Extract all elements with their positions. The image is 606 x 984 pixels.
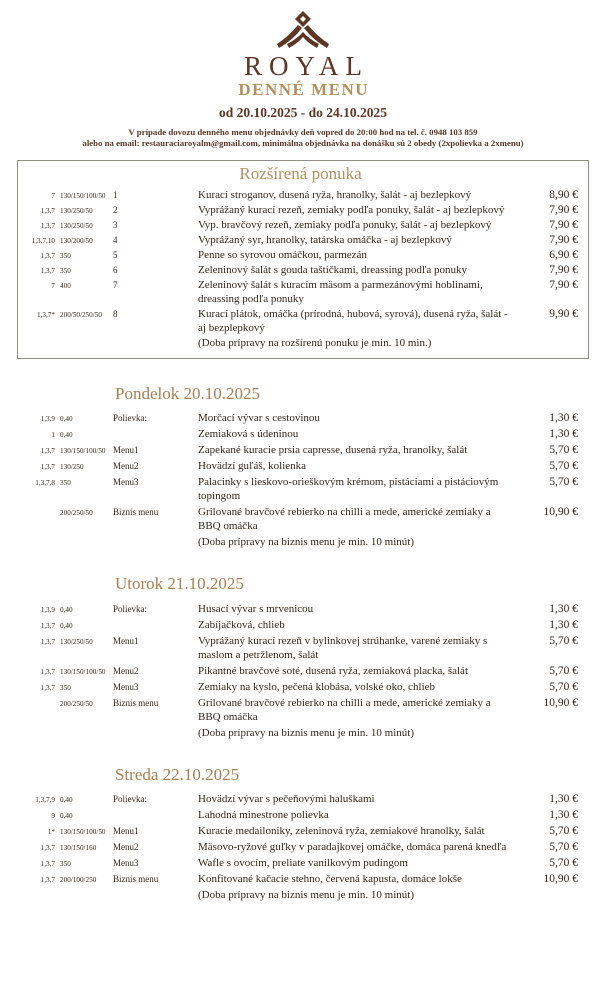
dish-description: Morčací vývar s cestovinou — [198, 412, 320, 425]
price-cell: 10,90 € — [543, 506, 578, 519]
course-label-cell — [113, 808, 193, 810]
menu-row — [17, 808, 578, 822]
weight-cell: 130/250/50 — [60, 221, 93, 230]
dish-description: Penne so syrovou omáčkou, parmezán — [198, 248, 367, 261]
menu-row — [17, 634, 578, 662]
price-cell: 5,70 € — [549, 634, 578, 647]
item-number-cell: 2 — [113, 204, 118, 215]
course-label-cell: Biznis menu — [113, 873, 159, 884]
price-cell: 7,90 € — [549, 263, 578, 276]
allergens-cell: 1,3,9 — [40, 415, 55, 424]
weight-cell: 130/250/50 — [60, 637, 93, 646]
ordering-info-line2: alebo na email: restauraciaroyalm@gmail.com, minimálna objednávka na donášku sú 2 obedy (2xpolievka a 2xmenu) — [82, 138, 524, 149]
ordering-info — [0, 127, 606, 150]
day-heading: Streda 22.10.2025 — [115, 764, 240, 784]
weight-cell — [60, 336, 108, 339]
course-label-cell — [113, 726, 193, 728]
price-cell: 7,90 € — [549, 203, 578, 216]
menu-row — [17, 872, 578, 886]
menu-row — [23, 188, 578, 202]
menu-row — [23, 263, 578, 277]
allergens-cell: 1,3,7 — [40, 463, 55, 472]
weight-cell: 350 — [60, 266, 71, 275]
dish-description: Zapekané kuracie prsia capresse, dusená ryža, hranolky, šalát — [198, 444, 468, 457]
menu-row — [17, 459, 578, 473]
brand-title: ROYAL — [243, 51, 369, 81]
dish-description: Vyprážaný syr, hranolky, tatárska omáčka - aj bezlepkový — [198, 233, 452, 246]
course-label-cell: Menu3 — [113, 681, 139, 692]
menu-row — [17, 696, 578, 724]
course-label-cell: Menu1 — [113, 445, 139, 456]
allergens-cell: 1,3,7 — [40, 447, 55, 456]
price-cell: 1,30 € — [549, 808, 578, 821]
dish-description: Zeleninový šalát s kuracím mäsom a parmezánovými hoblinami, dreassing podľa ponuky — [198, 278, 483, 305]
weight-cell: 130/250 — [60, 463, 84, 472]
allergens-cell — [17, 505, 55, 508]
day-items — [17, 411, 578, 549]
price-cell: 10,90 € — [543, 696, 578, 709]
weight-cell: 0,40 — [60, 431, 73, 440]
dish-description: Kurací stroganov, dusená ryža, hranolky, šalát - aj bezlepkový — [198, 188, 472, 201]
menu-header — [0, 10, 606, 149]
course-label-cell — [113, 888, 193, 890]
allergens-cell — [17, 726, 55, 729]
dish-description: Vyp. bravčový rezeň, zemiaky podľa ponuky, šalát - aj bezlepkový — [198, 218, 492, 231]
weight-cell: 130/250/50 — [60, 206, 93, 215]
dish-description: Pikantné bravčové soté, dusená ryža, zemiaková placka, šalát — [198, 664, 468, 677]
allergens-cell: 1 — [51, 431, 55, 440]
day-items — [17, 602, 578, 740]
allergens-cell: 1,3,7 — [40, 251, 55, 260]
dish-description: Zabíjačková, chlieb — [198, 618, 285, 631]
price-cell: 8,90 € — [549, 188, 578, 201]
allergens-cell: 1,3,7,9 — [35, 795, 55, 804]
weight-cell: 350 — [60, 251, 71, 260]
course-label-cell: Menu2 — [113, 461, 139, 472]
dish-description: (Doba prípravy na biznis menu je min. 10 minút) — [198, 726, 414, 739]
price-cell: 10,90 € — [543, 872, 578, 885]
course-label-cell: Menu3 — [113, 857, 139, 868]
dish-description: Husací vývar s mrvenicou — [198, 602, 314, 615]
price-cell: 6,90 € — [549, 248, 578, 261]
menu-row — [23, 203, 578, 217]
day-section-wednesday — [17, 765, 578, 902]
allergens-cell — [23, 336, 55, 339]
weight-cell: 350 — [60, 683, 71, 692]
price-cell: 1,30 € — [549, 428, 578, 441]
dish-description: (Doba prípravy na rozšírenú ponuku je min. 10 min.) — [198, 336, 432, 349]
dish-description: Hovädzí guľáš, kolienka — [198, 460, 307, 473]
weight-cell: 200/250/50 — [60, 509, 93, 518]
price-cell: 9,90 € — [549, 307, 578, 320]
course-label-cell: Menu1 — [113, 635, 139, 646]
menu-row — [23, 336, 578, 350]
price-cell: 1,30 € — [549, 412, 578, 425]
allergens-cell: 1,3,7 — [40, 667, 55, 676]
weight-cell: 400 — [60, 281, 71, 290]
price-cell: 1,30 € — [549, 792, 578, 805]
course-label-cell: Polievka: — [113, 603, 147, 614]
price-cell: 5,70 € — [549, 664, 578, 677]
course-label-cell: Polievka: — [113, 793, 147, 804]
dish-description: Vyprážaný kurací rezeň v bylinkovej strúhanke, varené zemiaky s maslom a petržlenom, šalát — [198, 634, 488, 661]
item-number-cell: 6 — [113, 264, 118, 275]
dish-description: Palacinky s lieskovo-orieškovým krémom, pistáciami a pistáciovým topingom — [198, 476, 499, 503]
dish-description: Grilované bravčové rebierko na chilli a mede, americké zemiaky a BBQ omáčka — [198, 696, 491, 723]
allergens-cell: 9 — [51, 811, 55, 820]
menu-row — [17, 680, 578, 694]
item-number-cell: 8 — [113, 308, 118, 319]
price-cell: 7,90 € — [549, 218, 578, 231]
date-range: od 20.10.2025 - do 24.10.2025 — [218, 105, 387, 121]
item-number-cell: 3 — [113, 219, 118, 230]
menu-row — [23, 218, 578, 232]
course-label-cell: Biznis menu — [113, 697, 159, 708]
weight-cell: 130/150/100/50 — [60, 827, 106, 836]
menu-row — [17, 888, 578, 902]
allergens-cell: 1,3,7 — [40, 859, 55, 868]
allergens-cell: 1,3,9 — [40, 605, 55, 614]
dish-description: Hovädzí vývar s pečeňovými haluškami — [198, 792, 375, 805]
course-label-cell: Polievka: — [113, 413, 147, 424]
allergens-cell: 1,3,7* — [37, 310, 55, 319]
weight-cell: 130/150/100/50 — [60, 447, 106, 456]
menu-row — [23, 278, 578, 306]
allergens-cell: 1,3,7,10 — [31, 236, 55, 245]
course-label-cell: Biznis menu — [113, 507, 159, 518]
weight-cell: 130/150/160 — [60, 843, 97, 852]
crown-logo-icon — [271, 10, 335, 50]
menu-row — [17, 602, 578, 616]
dish-description: Wafle s ovocím, preliate vanilkovým pudingom — [198, 856, 408, 869]
menu-row — [17, 443, 578, 457]
day-heading: Utorok 21.10.2025 — [115, 574, 244, 594]
dish-description: Zemiaky na kyslo, pečená klobása, volské oko, chlieb — [198, 680, 436, 693]
dish-description: Kurací plátok, omáčka (prírodná, hubová, syrová), dusená ryža, šalát - aj bezplepkový — [198, 307, 508, 334]
item-number-cell: 4 — [113, 234, 118, 245]
course-label-cell: Menu3 — [113, 477, 139, 488]
allergens-cell: 1,3,7 — [40, 875, 55, 884]
price-cell: 5,70 € — [549, 824, 578, 837]
allergens-cell: 1,3,7 — [40, 206, 55, 215]
menu-row — [17, 618, 578, 632]
bottom-whitespace — [0, 904, 606, 984]
weight-cell: 200/100/250 — [60, 875, 97, 884]
weight-cell: 130/150/100/50 — [60, 667, 106, 676]
menu-subtitle: DENNÉ MENU — [238, 80, 370, 100]
menu-row — [17, 824, 578, 838]
dish-description: Zemiaková s údeninou — [198, 428, 299, 441]
allergens-cell — [17, 535, 55, 538]
dish-description: (Doba prípravy na biznis menu je min. 10 minút) — [198, 536, 414, 549]
price-cell: 5,70 € — [549, 476, 578, 489]
ordering-info-line1: V prípade dovozu denného menu objednávky deň vopred do 20:00 hod na tel. č. 0948 103 859 — [128, 126, 478, 137]
menu-row — [17, 535, 578, 549]
menu-row — [23, 307, 578, 335]
dish-description: Lahodná minestrone polievka — [198, 808, 329, 821]
course-label-cell: Menu2 — [113, 665, 139, 676]
menu-row — [17, 840, 578, 854]
menu-row — [17, 664, 578, 678]
weight-cell: 0,40 — [60, 811, 73, 820]
menu-row — [17, 427, 578, 441]
allergens-cell — [17, 888, 55, 891]
menu-row — [17, 726, 578, 740]
dish-description: Konfitované kačacie stehno, červená kapusta, domáce lokše — [198, 872, 462, 885]
course-label-cell — [113, 427, 193, 429]
menu-row — [23, 233, 578, 247]
dish-description: Grilované bravčové rebierko na chilli a mede, americké zemiaky a BBQ omáčka — [198, 506, 491, 533]
weight-cell: 350 — [60, 859, 71, 868]
day-section-tuesday — [17, 574, 578, 739]
weight-cell: 350 — [60, 479, 71, 488]
allergens-cell — [17, 696, 55, 699]
price-cell: 1,30 € — [549, 618, 578, 631]
price-cell: 5,70 € — [549, 840, 578, 853]
course-label-cell — [113, 535, 193, 537]
allergens-cell: 1,3,7 — [40, 621, 55, 630]
weight-cell: 130/200/50 — [60, 236, 93, 245]
menu-row — [17, 475, 578, 503]
course-label-cell: Menu1 — [113, 825, 139, 836]
day-items — [17, 792, 578, 902]
allergens-cell: 1* — [47, 827, 55, 836]
dish-description: Zeleninový šalát s gouda taštičkami, dreassing podľa ponuky — [198, 263, 468, 276]
item-number-cell: 5 — [113, 249, 118, 260]
allergens-cell: 7 — [51, 281, 55, 290]
weight-cell: 130/150/100/50 — [60, 191, 106, 200]
item-number-cell — [113, 336, 193, 338]
weight-cell: 200/50/250/50 — [60, 310, 102, 319]
dish-description: (Doba prípravy na biznis menu je min. 10 minút) — [198, 888, 414, 901]
price-cell: 5,70 € — [549, 460, 578, 473]
price-cell: 1,30 € — [549, 602, 578, 615]
item-number-cell: 1 — [113, 189, 118, 200]
daily-sections — [0, 384, 606, 902]
weight-cell: 0,40 — [60, 415, 73, 424]
dish-description: Kuracie medailoniky, zeleninová ryža, zemiakové hranolky, šalát — [198, 824, 485, 837]
menu-row — [17, 856, 578, 870]
menu-row — [23, 248, 578, 262]
price-cell: 5,70 € — [549, 680, 578, 693]
weight-cell — [60, 726, 108, 729]
menu-row — [17, 792, 578, 806]
price-cell: 7,90 € — [549, 278, 578, 291]
dish-description: Mäsovo-ryžové guľky v paradajkovej omáčke, domáca parená knedľa — [198, 840, 507, 853]
day-heading: Pondelok 20.10.2025 — [115, 383, 260, 403]
extended-offer-box — [17, 160, 589, 358]
price-cell: 5,70 € — [549, 856, 578, 869]
allergens-cell: 7 — [51, 191, 55, 200]
allergens-cell: 1,3,7 — [40, 266, 55, 275]
weight-cell: 0,40 — [60, 621, 73, 630]
menu-row — [17, 411, 578, 425]
menu-row — [17, 505, 578, 533]
weight-cell: 200/250/50 — [60, 699, 93, 708]
course-label-cell: Menu2 — [113, 841, 139, 852]
allergens-cell: 1,3,7 — [40, 683, 55, 692]
dish-description: Vyprážaný kurací rezeň, zemiaky podľa ponuky, šalát - aj bezlepkový — [198, 203, 505, 216]
item-number-cell: 7 — [113, 279, 118, 290]
extended-offer-items — [23, 188, 578, 350]
allergens-cell: 1,3,7 — [40, 637, 55, 646]
weight-cell: 0,40 — [60, 795, 73, 804]
weight-cell — [60, 535, 108, 538]
price-cell: 5,70 € — [549, 444, 578, 457]
allergens-cell: 1,3,7 — [40, 843, 55, 852]
course-label-cell — [113, 618, 193, 620]
allergens-cell: 1,3,7,8 — [35, 479, 55, 488]
price-cell: 7,90 € — [549, 233, 578, 246]
weight-cell: 0,40 — [60, 605, 73, 614]
extended-offer-title: Rozšírená ponuka — [239, 164, 362, 184]
day-section-monday — [17, 384, 578, 549]
weight-cell — [60, 888, 108, 891]
allergens-cell: 1,3,7 — [40, 221, 55, 230]
